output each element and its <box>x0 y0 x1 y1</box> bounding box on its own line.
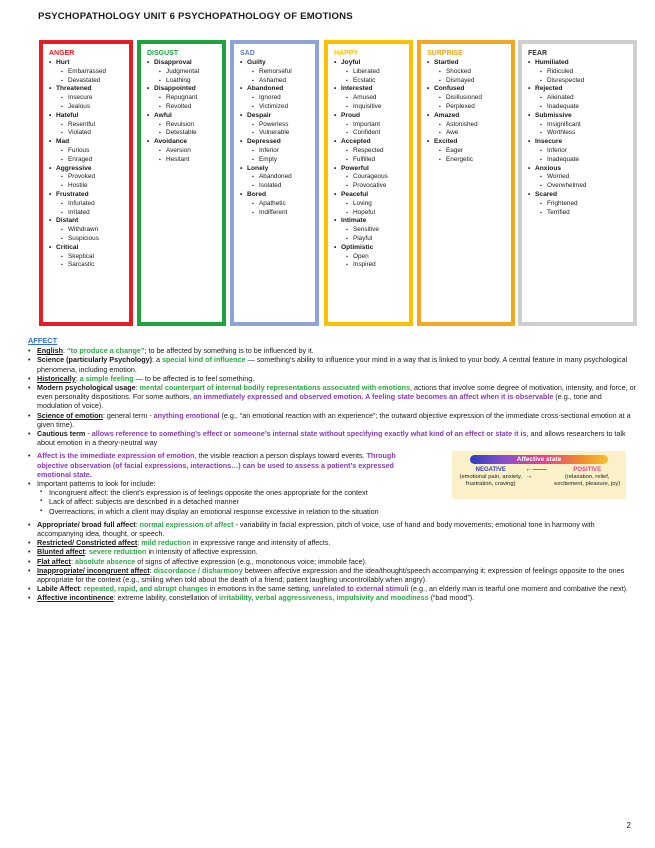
secondary-emotion: ▪ Suspicious <box>49 235 125 244</box>
bullet-historically <box>28 374 638 383</box>
bullet-text: (e.g., an elderly man is tearful one moment and combative the next). <box>408 584 628 594</box>
secondary-emotion: ▪ Irritated <box>49 209 125 218</box>
emotion-list <box>427 59 507 165</box>
secondary-emotion: ▪ Hostile <box>49 182 125 191</box>
primary-emotion: • Abandoned <box>240 85 311 94</box>
secondary-emotion: ▪ Respected <box>334 147 405 156</box>
term-label: Flat affect <box>37 556 71 566</box>
secondary-emotion: ▪ Loathing <box>147 77 218 86</box>
highlight-purple: allows reference to something’s effect or someone’s internal state without specifying exactly what kind of an effect or state it is <box>91 429 527 439</box>
secondary-emotion: ▪ Amused <box>334 94 405 103</box>
primary-emotion: • Bored <box>240 191 311 200</box>
emotion-list <box>49 59 125 270</box>
secondary-emotion: ▪ Detestable <box>147 129 218 138</box>
bullet-text: : <box>84 547 89 557</box>
bullet-text: ; to be affected by something is to be influenced by it. <box>144 346 314 356</box>
secondary-emotion: ▪ Energetic <box>427 156 507 165</box>
affective-state-gradient-bar: Affective state <box>470 455 608 464</box>
affective-state-labels <box>456 467 622 487</box>
secondary-emotion: ▪ Withdrawn <box>49 226 125 235</box>
secondary-emotion: ▪ Overwhelmed <box>528 182 629 191</box>
bullet-text: : extreme lability, constellation of <box>113 593 220 603</box>
secondary-emotion: ▪ Ecstatic <box>334 77 405 86</box>
bullet-text: between affective expression and the idea/thought/speech accompanying it; expression of feelings opposite to the ones appropriate for the context (e.g., smiling when told about the death of a friend; patient laughing uncontrollably when angry). <box>37 565 625 585</box>
double-arrow-icon: ←——→ <box>525 466 547 481</box>
secondary-emotion: ▪ Loving <box>334 200 405 209</box>
secondary-emotion: ▪ Inferior <box>528 147 629 156</box>
bullet-text: : <box>135 383 140 393</box>
secondary-emotion: ▪ Apathetic <box>240 200 311 209</box>
primary-emotion: • Startled <box>427 59 507 68</box>
emotion-list <box>334 59 405 270</box>
secondary-emotion: ▪ Repugnant <box>147 94 218 103</box>
emotion-list <box>240 59 311 217</box>
secondary-emotion: ▪ Alienated <box>528 94 629 103</box>
bullet-patterns: • Important patterns to look for include: <box>28 479 424 488</box>
secondary-emotion: ▪ Violated <box>49 129 125 138</box>
secondary-emotion: ▪ Disrespected <box>528 77 629 86</box>
bullet-text: (e.g., “an emotional reaction with an experience”; the outward objective expression of the immediate cross-sectional emotion at a given time). <box>37 410 631 429</box>
bullet-text: : <box>70 556 75 566</box>
secondary-emotion: ▪ Resentful <box>49 121 125 130</box>
pattern-item: ▪ Incongruent affect: the client’s expression is of feelings opposite the ones appropriate for the context <box>28 488 638 497</box>
term-label: Modern psychological usage <box>37 383 136 393</box>
bullet-text: : general term - <box>102 410 154 420</box>
primary-emotion: • Despair <box>240 112 311 121</box>
primary-emotion: • Depressed <box>240 138 311 147</box>
secondary-emotion: ▪ Ignored <box>240 94 311 103</box>
secondary-emotion: ▪ Inquisitive <box>334 103 405 112</box>
bullet-text: : a <box>152 355 163 365</box>
secondary-emotion: ▪ Devastated <box>49 77 125 86</box>
primary-emotion: • Confused <box>427 85 507 94</box>
secondary-emotion: ▪ Hopeful <box>334 209 405 218</box>
immediate-expression-text <box>28 451 424 488</box>
secondary-emotion: ▪ Furious <box>49 147 125 156</box>
highlight-purple: an immediately expressed and observed emotion. A feeling state becomes an affect when it is observable <box>193 392 554 402</box>
bullet-text: , the visible reaction a person displays toward events. <box>194 451 367 461</box>
highlight-green: irritability, verbal aggressiveness, impulsivity and moodiness <box>219 593 429 603</box>
bullet-text: in intensity of affective expression. <box>146 547 258 557</box>
bullet-text: in emotions in the same setting, <box>207 584 313 594</box>
secondary-emotion: ▪ Ashamed <box>240 77 311 86</box>
emotion-box-title: SURPRISE <box>427 50 463 57</box>
secondary-emotion: ▪ Hesitant <box>147 156 218 165</box>
emotion-box-title: HAPPY <box>334 50 359 57</box>
positive-description: (relaxation, relief, excitement, pleasure, joy) <box>554 474 621 487</box>
primary-emotion: • Rejected <box>528 85 629 94</box>
bullet-flat <box>28 557 638 566</box>
highlight-green: normal expression of affect <box>139 519 234 529</box>
secondary-emotion: ▪ Terrified <box>528 209 629 218</box>
bullet-text: (e.g., tone and modulation of voice). <box>37 392 602 411</box>
bullet-text: — something’s ability to influence your mind in a way that is linked to your body. A central feature in many psychological phenomena, including emotion. <box>37 355 628 374</box>
bullet-text: - variability in facial expression, pitch of voice, use of hand and body movements; emotional tone in harmony with accompanying idea, thought, or speech. <box>37 519 595 539</box>
primary-emotion: • Disappointed <box>147 85 218 94</box>
secondary-emotion: ▪ Sarcastic <box>49 261 125 270</box>
bullet-text: , and allows researchers to talk about emotion in a theory-neutral way <box>37 429 626 448</box>
primary-emotion: • Anxious <box>528 165 629 174</box>
secondary-emotion: ▪ Embarrassed <box>49 68 125 77</box>
secondary-emotion: ▪ Powerless <box>240 121 311 130</box>
pattern-item: ▪ Lack of affect: subjects are described in a detached manner <box>28 497 638 506</box>
primary-emotion: • Intimate <box>334 217 405 226</box>
bullet-text: in expressive range and intensity of affects. <box>190 538 331 548</box>
bullet-inappropriate <box>28 566 638 584</box>
term-label: Blunted affect <box>37 547 85 557</box>
page-number: 2 <box>626 821 631 830</box>
bullet-text: : <box>79 584 84 594</box>
primary-emotion: • Interested <box>334 85 405 94</box>
secondary-emotion: ▪ Insignificant <box>528 121 629 130</box>
negative-description: (emotional pain, anxiety, frustration, craving) <box>459 474 522 487</box>
secondary-emotion: ▪ Abandoned <box>240 173 311 182</box>
emotion-list <box>147 59 218 165</box>
primary-emotion: • Mad <box>49 138 125 147</box>
secondary-emotion: ▪ Remorseful <box>240 68 311 77</box>
secondary-emotion: ▪ Provocative <box>334 182 405 191</box>
secondary-emotion: ▪ Inferior <box>240 147 311 156</box>
primary-emotion: • Guilty <box>240 59 311 68</box>
secondary-emotion: ▪ Astonished <box>427 121 507 130</box>
secondary-emotion: ▪ Playful <box>334 235 405 244</box>
secondary-emotion: ▪ Courageous <box>334 173 405 182</box>
primary-emotion: • Frustrated <box>49 191 125 200</box>
bullet-text: (“bad mood”). <box>428 593 475 603</box>
secondary-emotion: ▪ Insecure <box>49 94 125 103</box>
bullet-text: : <box>75 373 80 383</box>
primary-emotion: • Excited <box>427 138 507 147</box>
term-label: Affective incontinence <box>37 593 114 603</box>
highlight-purple: Through objective observation (of facial expressions, interactions…) can be used to assess a patient’s expressed emotional state. <box>37 451 396 479</box>
secondary-emotion: ▪ Worried <box>528 173 629 182</box>
term-label: English <box>37 346 63 356</box>
secondary-emotion: ▪ Inspired <box>334 261 405 270</box>
highlight-green: absolute absence <box>74 556 136 566</box>
secondary-emotion: ▪ Vulnerable <box>240 129 311 138</box>
bullet-immediate <box>28 451 424 479</box>
secondary-emotion: ▪ Dismayed <box>427 77 507 86</box>
emotion-box-title: FEAR <box>528 50 548 57</box>
primary-emotion: • Avoidance <box>147 138 218 147</box>
secondary-emotion: ▪ Perplexed <box>427 103 507 112</box>
secondary-emotion: ▪ Awe <box>427 129 507 138</box>
bullet-text: - <box>85 429 92 439</box>
secondary-emotion: ▪ Shocked <box>427 68 507 77</box>
bullet-text: — to be affected is to feel something. <box>133 373 255 383</box>
page-title: PSYCHOPATHOLOGY UNIT 6 PSYCHOPATHOLOGY OF EMOTIONS <box>38 11 353 22</box>
emotion-boxes <box>39 40 637 326</box>
highlight-green: discordance / disharmony <box>153 565 243 575</box>
emotion-box-surprise <box>417 40 515 326</box>
secondary-emotion: ▪ Inadequate <box>528 103 629 112</box>
primary-emotion: • Insecure <box>528 138 629 147</box>
highlight-purple: unrelated to external stimuli <box>312 584 409 594</box>
secondary-emotion: ▪ Provoked <box>49 173 125 182</box>
secondary-emotion: ▪ Eager <box>427 147 507 156</box>
secondary-emotion: ▪ Frightened <box>528 200 629 209</box>
emotion-box-happy <box>324 40 413 326</box>
bullet-incontinence <box>28 593 638 602</box>
primary-emotion: • Humiliated <box>528 59 629 68</box>
primary-emotion: • Joyful <box>334 59 405 68</box>
secondary-emotion: ▪ Empty <box>240 156 311 165</box>
term-label: Science of emotion <box>37 410 103 420</box>
emotion-list <box>528 59 629 217</box>
highlight-green: a simple feeling <box>79 373 134 383</box>
term-label: Restricted/ Constricted affect <box>37 538 138 548</box>
emotion-box-sad <box>230 40 319 326</box>
bullet-text: : <box>137 538 142 548</box>
secondary-emotion: ▪ Skeptical <box>49 253 125 262</box>
secondary-emotion: ▪ Infuriated <box>49 200 125 209</box>
highlight-green: severe reduction <box>88 547 147 557</box>
emotion-box-title: SAD <box>240 50 255 57</box>
positive-label: POSITIVE <box>573 467 602 474</box>
secondary-emotion: ▪ Judgmental <box>147 68 218 77</box>
highlight-purple: Affect is the immediate expression of emotion <box>37 451 195 461</box>
secondary-emotion: ▪ Isolated <box>240 182 311 191</box>
secondary-emotion: ▪ Inadequate <box>528 156 629 165</box>
secondary-emotion: ▪ Worthless <box>528 129 629 138</box>
secondary-emotion: ▪ Sensitive <box>334 226 405 235</box>
negative-label: NEGATIVE <box>475 467 506 474</box>
bullet-text: , actions that involve some degree of motivation, intensity, and force, or even personality dispositions. For some authors, <box>37 383 637 402</box>
secondary-emotion: ▪ Revulsion <box>147 121 218 130</box>
secondary-emotion: ▪ Ridiculed <box>528 68 629 77</box>
primary-emotion: • Powerful <box>334 165 405 174</box>
bullet-cautious <box>28 429 638 447</box>
bullet-modern <box>28 383 638 411</box>
bullet-english: • English: “to produce a change”; to be affected by something is to be influenced by it. <box>28 346 638 355</box>
term-label: Labile Affect <box>37 584 80 594</box>
highlight-purple: anything emotional <box>153 410 220 420</box>
immediate-expression-block <box>28 451 638 488</box>
bullet-text: : <box>149 565 154 575</box>
term-label: Historically <box>37 373 76 383</box>
secondary-emotion: ▪ Disillusioned <box>427 94 507 103</box>
positive-pole <box>553 467 622 487</box>
primary-emotion: • Proud <box>334 112 405 121</box>
primary-emotion: • Accepted <box>334 138 405 147</box>
secondary-emotion: ▪ Confident <box>334 129 405 138</box>
bullet-labile <box>28 584 638 593</box>
secondary-emotion: ▪ Jealous <box>49 103 125 112</box>
term-label: Cautious term <box>37 429 86 439</box>
emotion-box-title: DISGUST <box>147 50 179 57</box>
secondary-emotion: ▪ Victimized <box>240 103 311 112</box>
bullet-science <box>28 355 638 373</box>
bullet-appropriate <box>28 520 638 538</box>
negative-pole <box>456 467 525 487</box>
primary-emotion: • Hurt <box>49 59 125 68</box>
emotion-box-disgust <box>137 40 226 326</box>
secondary-emotion: ▪ Enraged <box>49 156 125 165</box>
bullet-text: : <box>135 519 140 529</box>
emotion-box-anger <box>39 40 133 326</box>
primary-emotion: • Amazed <box>427 112 507 121</box>
emotion-box-title: ANGER <box>49 50 75 57</box>
term-label: Inappropriate/ incongruent affect <box>37 565 150 575</box>
primary-emotion: • Distant <box>49 217 125 226</box>
secondary-emotion: ▪ Aversion <box>147 147 218 156</box>
term-label: Science (particularly Psychology) <box>37 355 153 365</box>
pattern-item: ▪ Overreactions, in which a client may display an emotional response excessive in relation to the situation <box>28 507 638 516</box>
highlight-green: “to produce a change” <box>66 346 145 356</box>
primary-emotion: • Aggressive <box>49 165 125 174</box>
primary-emotion: • Disapproval <box>147 59 218 68</box>
term-label: Appropriate/ broad full affect <box>37 519 136 529</box>
primary-emotion: • Optimistic <box>334 244 405 253</box>
primary-emotion: • Critical <box>49 244 125 253</box>
highlight-green: mild reduction <box>141 538 191 548</box>
bullet-science-of-emotion <box>28 411 638 429</box>
highlight-green: special kind of influence <box>162 355 246 365</box>
primary-emotion: • Submissive <box>528 112 629 121</box>
bullet-blunted <box>28 547 638 556</box>
highlight-green: mental counterpart of internal bodily representations associated with emotions <box>139 383 411 393</box>
emotion-box-fear <box>518 40 637 326</box>
bullet-restricted <box>28 538 638 547</box>
primary-emotion: • Scared <box>528 191 629 200</box>
secondary-emotion: ▪ Revolted <box>147 103 218 112</box>
primary-emotion: • Threatened <box>49 85 125 94</box>
primary-emotion: • Lonely <box>240 165 311 174</box>
secondary-emotion: ▪ Fulfilled <box>334 156 405 165</box>
secondary-emotion: ▪ Indifferent <box>240 209 311 218</box>
highlight-green: repeated, rapid, and abrupt changes <box>83 584 208 594</box>
affect-heading: AFFECT <box>28 336 58 345</box>
affect-section <box>28 336 638 603</box>
primary-emotion: • Hateful <box>49 112 125 121</box>
bullet-text: of signs of affective expression (e.g., monotonous voice; immobile face). <box>135 556 367 566</box>
primary-emotion: • Peaceful <box>334 191 405 200</box>
secondary-emotion: ▪ Open <box>334 253 405 262</box>
secondary-emotion: ▪ Important <box>334 121 405 130</box>
primary-emotion: • Awful <box>147 112 218 121</box>
secondary-emotion: ▪ Liberated <box>334 68 405 77</box>
